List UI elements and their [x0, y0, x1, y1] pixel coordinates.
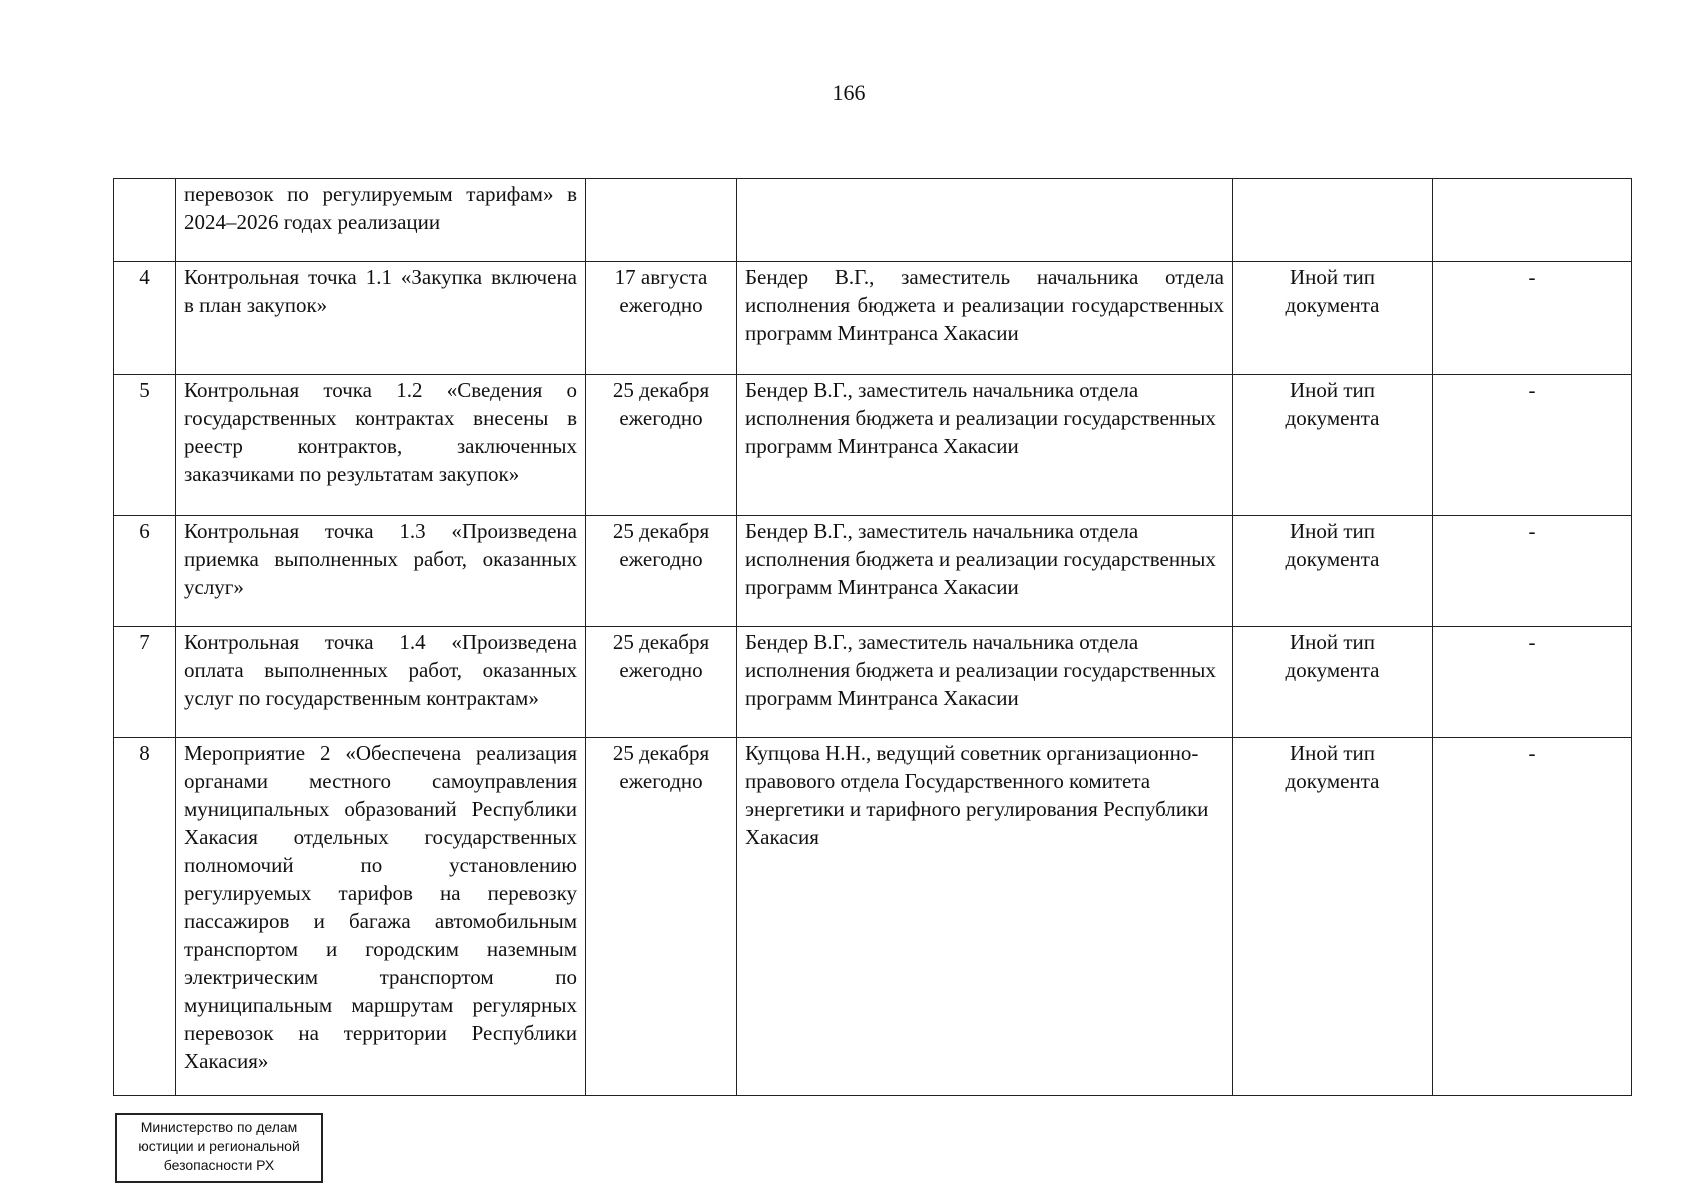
row-responsible: Бендер В.Г., заместитель начальника отдела исполнения бюджета и реализации государственных программ Минтранса Хакасии: [737, 262, 1233, 375]
row-description: Контрольная точка 1.2 «Сведения о государственных контрактах внесены в реестр контрактов, заключенных заказчиками по результатам закупок»: [176, 375, 586, 516]
row-number: 6: [114, 516, 176, 627]
row-doc-type: [1233, 179, 1433, 262]
row-doc-type: Иной тип документа: [1233, 738, 1433, 1096]
ministry-stamp: [115, 1113, 323, 1183]
row-deadline: [586, 179, 737, 262]
row-responsible: Бендер В.Г., заместитель начальника отдела исполнения бюджета и реализации государственных программ Минтранса Хакасии: [737, 516, 1233, 627]
row-doc-type: Иной тип документа: [1233, 375, 1433, 516]
table-row: [114, 262, 1632, 375]
row-number: 7: [114, 627, 176, 738]
row-info-system: -: [1433, 516, 1632, 627]
table-row: [114, 516, 1632, 627]
row-deadline: 25 декабря ежегодно: [586, 627, 737, 738]
row-responsible: [737, 179, 1233, 262]
row-deadline: 17 августа ежегодно: [586, 262, 737, 375]
table-row: [114, 738, 1632, 1096]
table-row: [114, 627, 1632, 738]
row-description: Контрольная точка 1.3 «Произведена приемка выполненных работ, оказанных услуг»: [176, 516, 586, 627]
row-responsible: Бендер В.Г., заместитель начальника отдела исполнения бюджета и реализации государственных программ Минтранса Хакасии: [737, 375, 1233, 516]
row-info-system: -: [1433, 627, 1632, 738]
row-number: 5: [114, 375, 176, 516]
row-responsible: Бендер В.Г., заместитель начальника отдела исполнения бюджета и реализации государственных программ Минтранса Хакасии: [737, 627, 1233, 738]
table-row: [114, 179, 1632, 262]
row-number: 8: [114, 738, 176, 1096]
row-deadline: 25 декабря ежегодно: [586, 516, 737, 627]
row-deadline: 25 декабря ежегодно: [586, 375, 737, 516]
row-deadline: 25 декабря ежегодно: [586, 738, 737, 1096]
stamp-line: Министерство по делам: [140, 1119, 298, 1135]
row-info-system: -: [1433, 738, 1632, 1096]
row-responsible: Купцова Н.Н., ведущий советник организационно-правового отдела Государственного комитета энергетики и тарифного регулирования Республики Хакасия: [737, 738, 1233, 1096]
plan-table: [113, 178, 1632, 1096]
row-doc-type: Иной тип документа: [1233, 627, 1433, 738]
row-info-system: -: [1433, 262, 1632, 375]
row-info-system: -: [1433, 375, 1632, 516]
table-row: [114, 375, 1632, 516]
row-info-system: [1433, 179, 1632, 262]
row-doc-type: Иной тип документа: [1233, 516, 1433, 627]
stamp-line: безопасности РХ: [163, 1157, 275, 1173]
row-number: 4: [114, 262, 176, 375]
stamp-line: юстиции и региональной: [138, 1138, 300, 1154]
row-doc-type: Иной тип документа: [1233, 262, 1433, 375]
row-description: перевозок по регулируемым тарифам» в 2024–2026 годах реализации: [176, 179, 586, 262]
row-description: Контрольная точка 1.4 «Произведена оплата выполненных работ, оказанных услуг по государственным контрактам»: [176, 627, 586, 738]
row-number: [114, 179, 176, 262]
row-description: Контрольная точка 1.1 «Закупка включена в план закупок»: [176, 262, 586, 375]
row-description: Мероприятие 2 «Обеспечена реализация органами местного самоуправления муниципальных образований Республики Хакасия отдельных государственных полномочий по установлению регулируемых тарифов на перевозку пассажиров и багажа автомобильным транспортом и городским наземным электрическим транспортом по муниципальным маршрутам регулярных перевозок на территории Республики Хакасия»: [176, 738, 586, 1096]
page-number: 166: [832, 80, 866, 105]
